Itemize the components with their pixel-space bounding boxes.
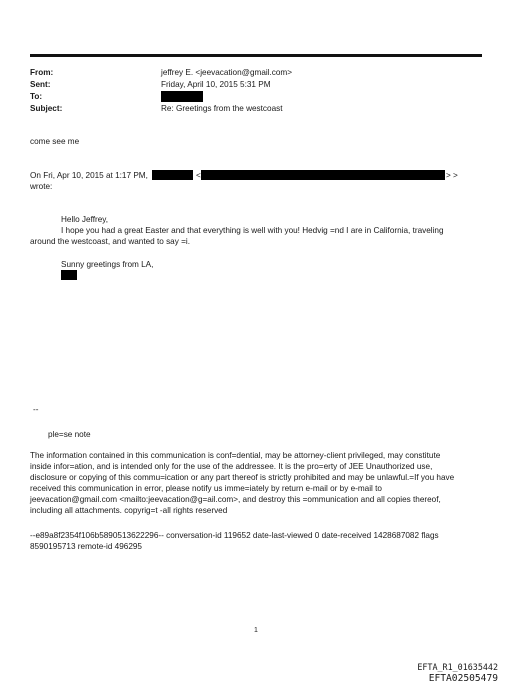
signoff: Sunny greetings from LA, <box>61 260 154 269</box>
greeting: Hello Jeffrey, <box>61 215 109 224</box>
subject-label: Subject: <box>30 104 63 113</box>
sent-value: Friday, April 10, 2015 5:31 PM <box>161 80 271 89</box>
quote-intro-line2: wrote: <box>30 182 53 191</box>
quote-intro-gt: > > <box>446 171 458 180</box>
quote-intro-line1: On Fri, Apr 10, 2015 at 1:17 PM, <box>30 171 148 180</box>
sent-label: Sent: <box>30 80 51 89</box>
disclaimer-line-5: jeevacation@gmail.com <mailto:jeevacation@g=ail.com>, and destroy this =ommunication and all copies thereof, <box>30 495 441 504</box>
reply-text: come see me <box>30 137 80 146</box>
subject-value: Re: Greetings from the westcoast <box>161 104 283 113</box>
footer-id-2: EFTA02505479 <box>428 673 498 684</box>
message-line-2: around the westcoast, and wanted to say =i. <box>30 237 190 246</box>
message-line-1: I hope you had a great Easter and that everything is well with you! Hedvig =nd I are in California, traveling <box>61 226 444 235</box>
disclaimer-line-6: including all attachments. copyrig=t -all rights reserved <box>30 506 228 515</box>
to-label: To: <box>30 92 43 101</box>
from-value: jeffrey E. <jeevacation@gmail.com> <box>161 68 293 77</box>
disclaimer-line-1: The information contained in this communication is conf=dential, may be attorney-client privileged, may constitute <box>30 451 441 460</box>
sender-name-redaction <box>152 170 193 180</box>
footer-id-1: EFTA_R1_01635442 <box>417 662 498 672</box>
separator: -- <box>33 405 39 414</box>
quote-intro-lt: < <box>196 171 201 180</box>
header-rule <box>30 54 482 57</box>
disclaimer-line-4: received this communication in error, please notify us imme=iately by return e-mail or by e-mail to <box>30 484 382 493</box>
disclaimer-line-3: disclosure or copying of this commu=ication or any part thereof is strictly prohibited and may be unlawful.=If you have <box>30 473 455 482</box>
note: ple=se note <box>48 430 91 439</box>
metadata-line-2: 8590195713 remote-id 496295 <box>30 542 142 551</box>
sender-email-redaction <box>201 170 445 180</box>
metadata-line-1: --e89a8f2354f106b5890513622296-- conversation-id 119652 date-last-viewed 0 date-received 1428687082 flags <box>30 531 439 540</box>
disclaimer-line-2: inside infor=ation, and is intended only for the use of the addressee. It is the pro=erty of JEE Unauthorized use, <box>30 462 433 471</box>
to-redaction <box>161 91 203 102</box>
signature-redaction <box>61 270 77 280</box>
page-number: 1 <box>254 627 258 634</box>
from-label: From: <box>30 68 54 77</box>
